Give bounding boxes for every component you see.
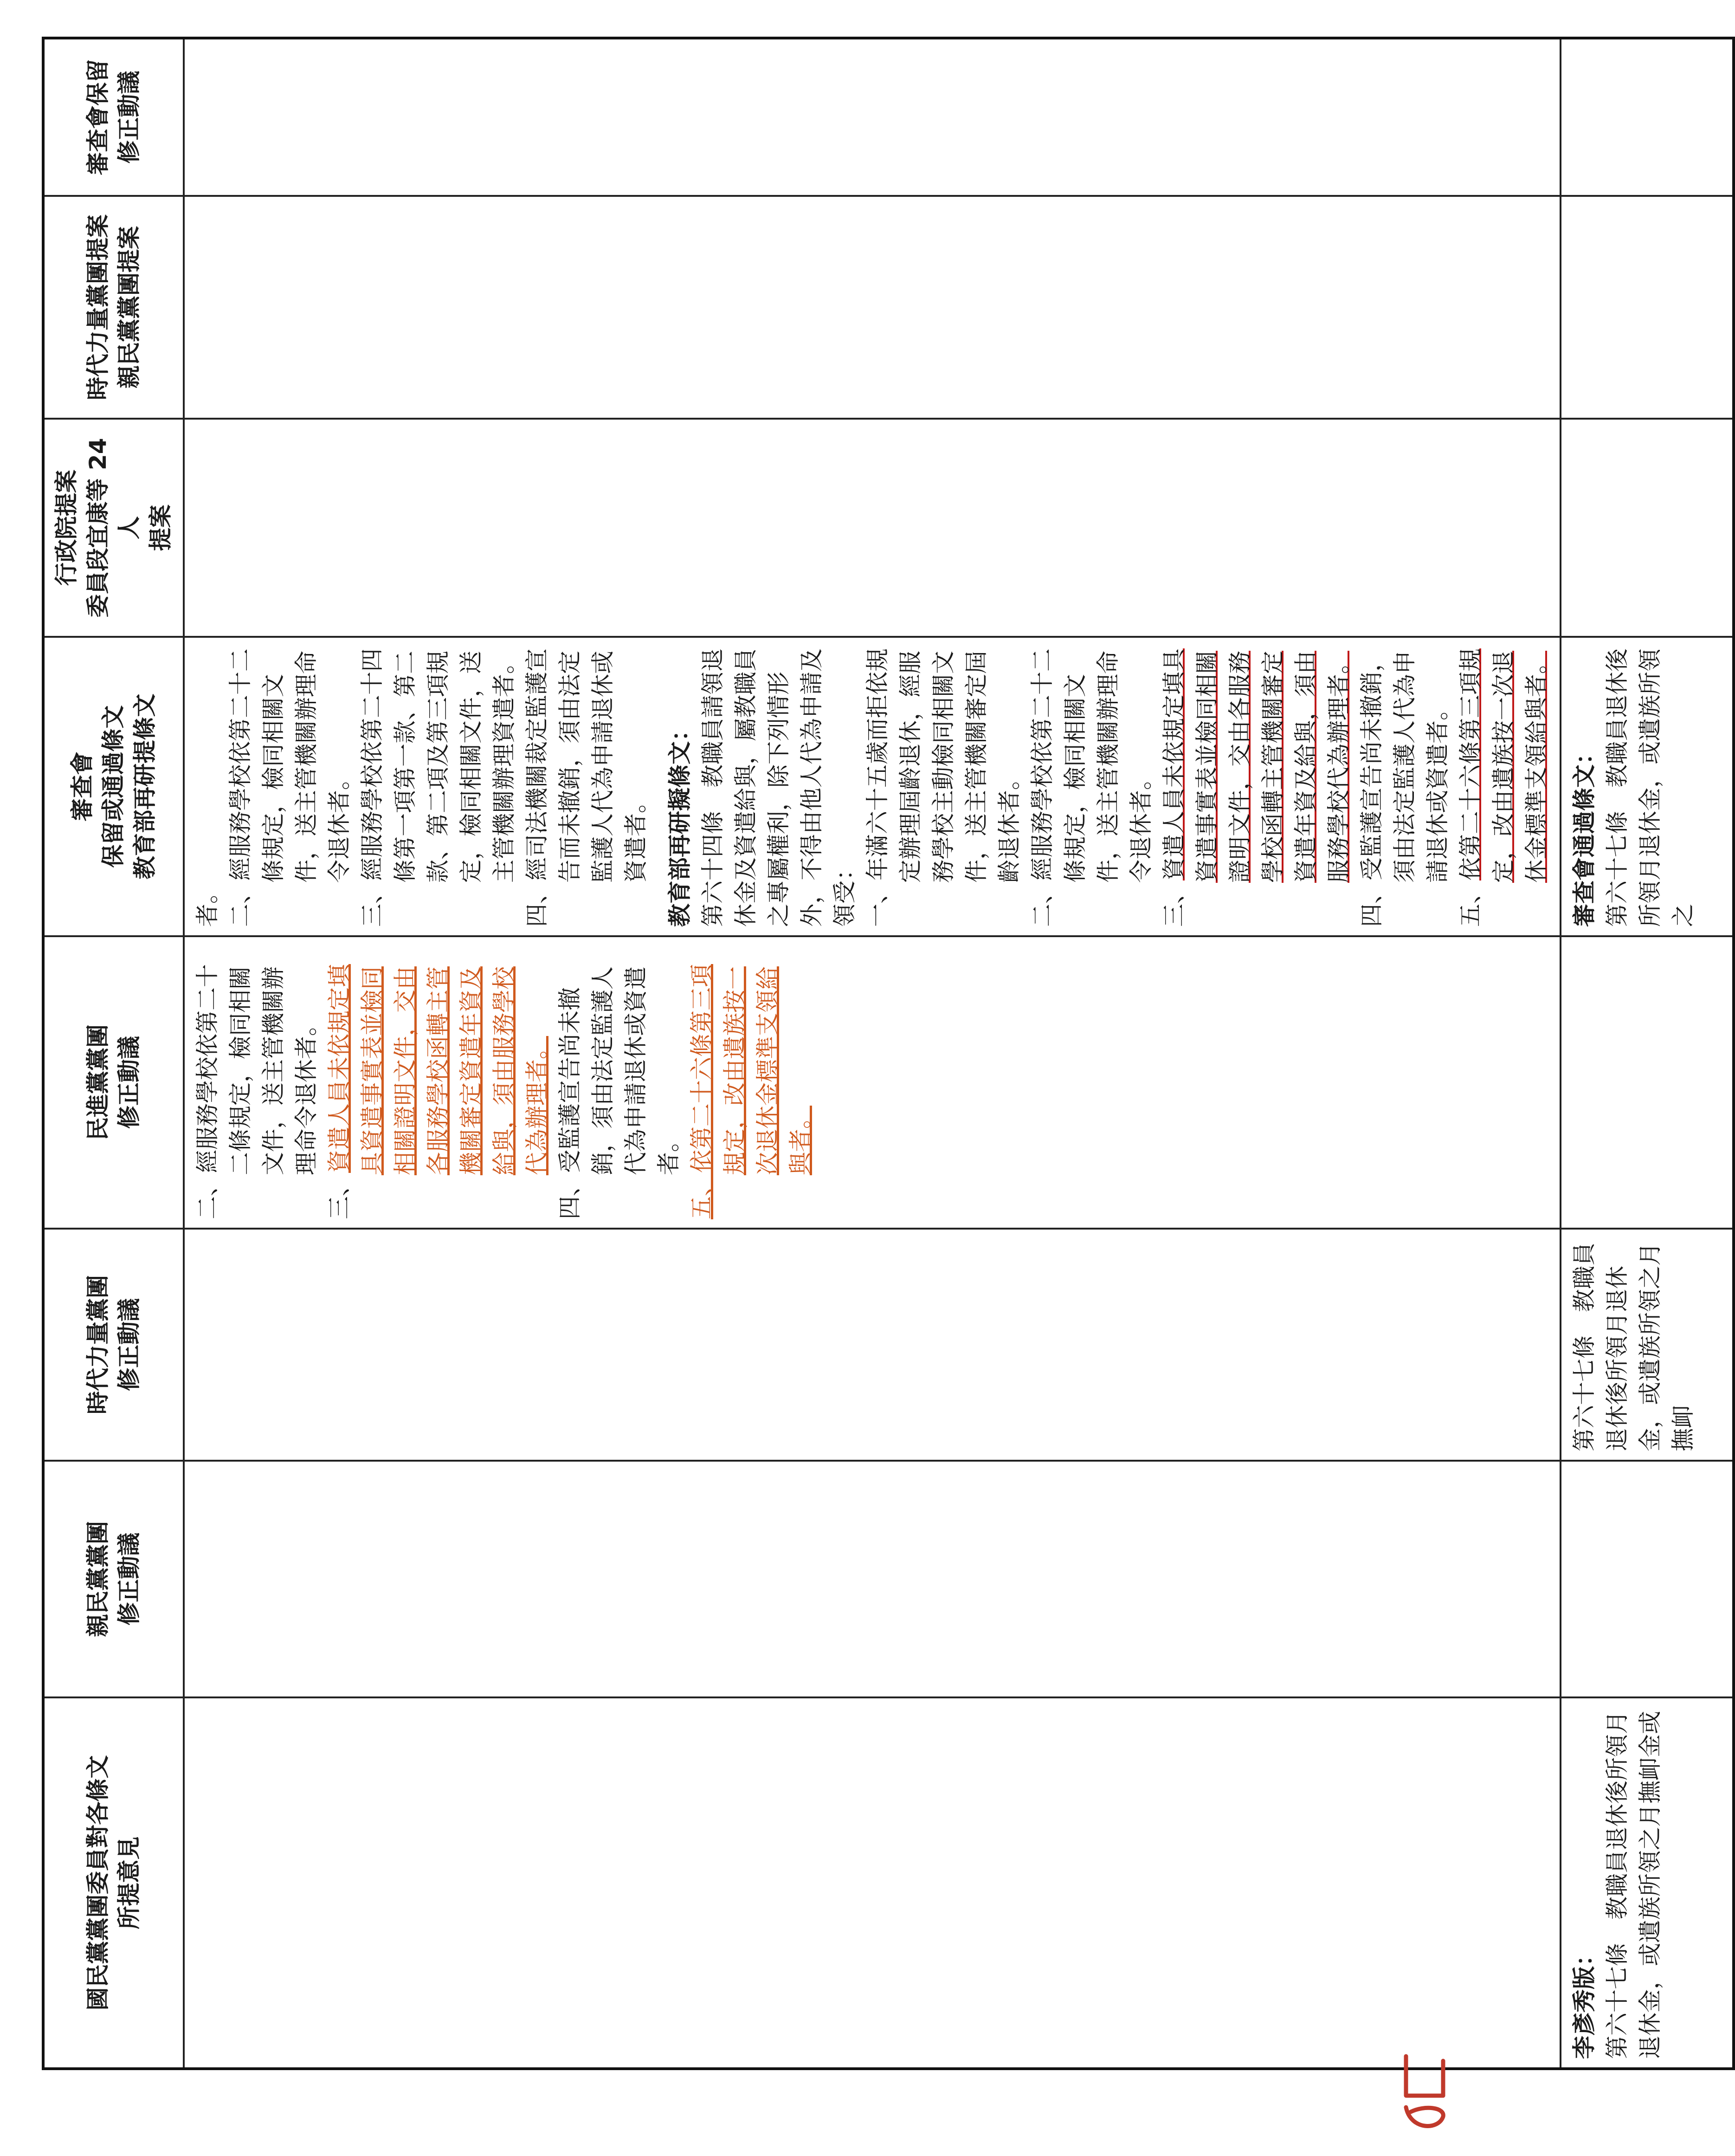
review-item-4: 四、經司法機關裁定監護宣告而未撤銷，須由法定監護人代為申請退休或資遣者。: [523, 648, 649, 927]
moe-item-1: 一、年滿六十五歲而拒依規定辦理屆齡退休，經服務學校主動檢同相關文件，送主管機關審定屆齡退休者。: [864, 648, 1023, 927]
review-passed-text: 第六十七條 教職員退休後所領月退休金，或遺族所領之: [1604, 648, 1696, 927]
cell-reserved-empty: [184, 38, 1561, 196]
cell-kmt-version: [1561, 1697, 1734, 2069]
header-executive-yuan: 行政院提案 委員段宜康等 24 人 提案: [43, 419, 184, 637]
review-passed-caption: 審查會通過條文：: [1571, 741, 1598, 927]
moe-item-3-amended: 資遣人員未依規定填具資遣事實表並檢同相關證明文件，交由各服務學校函轉主管機關審定資遣年資及給與，須由服務學校代為辦理者。: [1161, 648, 1352, 883]
cell-review-passed: [1561, 637, 1734, 936]
cell-kmt-empty: [184, 1697, 1561, 2069]
header-npp-pfp-proposal: 時代力量黨團提案 親民黨黨團提案: [43, 196, 184, 419]
review-item-3: 三、經服務學校依第二十四條第一項第一款、第二款、第二項及第三項規定，檢同相關文件，送主管機關辦理資遣者。: [359, 648, 517, 927]
header-kmt-opinions: 國民黨黨團委員對各條文 所提意見: [43, 1697, 184, 2069]
header-pfp-motion: 親民黨黨團 修正動議: [43, 1461, 184, 1697]
cell-review-committee: [184, 637, 1561, 936]
moe-caption: 教育部再研擬條文：: [666, 718, 693, 927]
cell-pfp-row2-empty: [1561, 1461, 1734, 1697]
moe-item-3: 三、資遣人員未依規定填具資遣事實表並檢同相關證明文件，交由各服務學校函轉主管機關審定資遣年資及給與，須由服務學校代為辦理者。: [1161, 648, 1352, 927]
cell-executive-empty: [184, 419, 1561, 637]
review-prefix: 者。: [194, 881, 221, 927]
article-67-row: [1561, 38, 1734, 2069]
cell-npp-empty: [184, 1229, 1561, 1461]
cell-dpp-motion: [184, 936, 1561, 1229]
moe-item-2: 二、經服務學校依第二十二條規定，檢同相關文件，送主管機關辦理命令退休者。: [1029, 648, 1155, 927]
article-64-row: [184, 38, 1561, 2069]
cell-reserved-row2-empty: [1561, 38, 1734, 196]
comparison-table: [42, 37, 1735, 2070]
cell-dpp-row2-empty: [1561, 936, 1734, 1229]
cell-npp-pfp-row2-empty: [1561, 196, 1734, 419]
npp-version-text: 第六十七條 教職員退休後所領月退休金，或遺族所領之月撫卹: [1571, 1243, 1696, 1451]
header-reserved-motion: 審查會保留 修正動議: [43, 38, 184, 196]
header-dpp-motion: 民進黨黨團 修正動議: [43, 936, 184, 1229]
cell-exec-row2-empty: [1561, 419, 1734, 637]
cell-pfp-empty: [184, 1461, 1561, 1697]
dpp-item-4: 四、受監護宣告尚未撤銷，須由法定監護人代為申請退休或資遣者。: [556, 966, 682, 1219]
header-review-committee: 審查會 保留或通過條文 教育部再研提條文: [43, 637, 184, 936]
moe-intro: 第六十四條 教職員請領退休金及資遣給與，屬教職員之專屬權利，除下列情形外，不得由他人代為申請及領受：: [699, 648, 858, 927]
dpp-item-5: 五、依第二十六條第三項規定，改由遺族按一次退休金標準支領給與者。: [688, 964, 814, 1219]
dpp-item-3-amended: 資遣人員未依規定填具資遣事實表並檢同相關證明文件，交由各服務學校函轉主管機關審定資遣年資及給與，須由服務學校代為辦理者。: [326, 964, 550, 1175]
cell-npp-version: [1561, 1229, 1734, 1461]
moe-item-5: 五、依第二十六條第三項規定，改由遺族按一次退休金標準支領給與者。: [1457, 648, 1550, 927]
kmt-version-caption: 李彥秀版：: [1571, 1943, 1598, 2059]
rotated-table-page: [42, 39, 1696, 2070]
cell-npp-pfp-empty: [184, 196, 1561, 419]
dpp-item-2: 二、經服務學校依第二十二條規定，檢同相關文件，送主管機關辦理命令退休者。: [194, 964, 320, 1219]
dpp-item-3: 三、資遣人員未依規定填具資遣事實表並檢同相關證明文件，交由各服務學校函轉主管機關審定資遣年資及給與，須由服務學校代為辦理者。: [326, 964, 550, 1219]
moe-item-4: 四、受監護宣告尚未撤銷，須由法定監護人代為申請退休或資遣者。: [1358, 648, 1451, 927]
moe-item-5-amended: 依第二十六條第三項規定，改由遺族按一次退休金標準支領給與者。: [1457, 648, 1550, 883]
header-npp-motion: 時代力量黨團 修正動議: [43, 1229, 184, 1461]
review-item-2: 二、經服務學校依第二十二條規定，檢同相關文件，送主管機關辦理命令退休者。: [227, 648, 353, 927]
kmt-version-text: 第六十七條 教職員退休後所領月退休金，或遺族所領之月撫卹金或: [1604, 1711, 1664, 2059]
handwritten-page-number: [1397, 2052, 1452, 2135]
header-row: [43, 38, 184, 2069]
